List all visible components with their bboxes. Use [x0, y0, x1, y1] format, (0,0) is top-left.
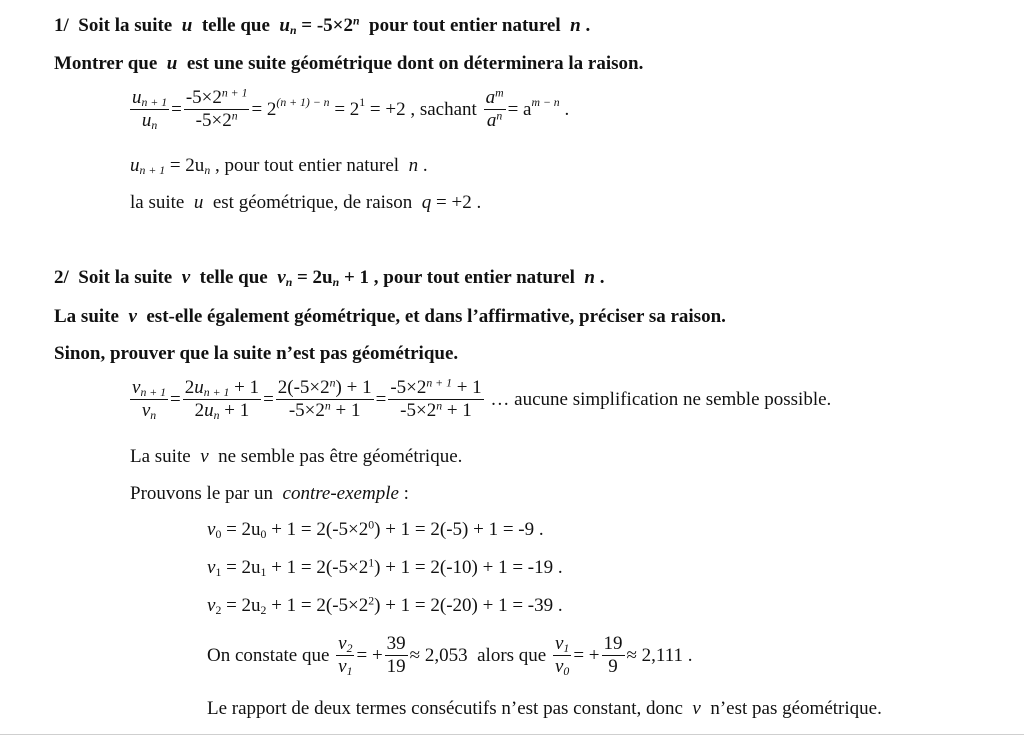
ratio-equation-v: $\frac{v_{n + 1}}{v_n}$ = $\frac{2u_{n + 1} + 1}{2u_n + 1}$ = $\frac{2(-5\times 2^n) + 1}{-5\times 2^n + 1}$ = $\frac{-5\times 2^{n + 1} + 1}{-5\times 2^n + 1}$ … aucune simplification ne semble possible. — [132, 376, 832, 422]
question-2-statement: 2/ Soit la suite v telle que $v_n = 2u_n + 1$ , pour tout entier naturel n . — [54, 267, 605, 289]
v1-computation: $v_1 = 2u_1 + 1 = 2(-5\times 2^1) + 1 = 2(-10) + 1 = -19$ . — [207, 556, 563, 579]
sequence-variable: u — [181, 15, 193, 36]
v0-computation: $v_0 = 2u_0 + 1 = 2(-5\times 2^0) + 1 = 2(-5) + 1 = -9$ . — [207, 518, 544, 541]
counterexample-intro: Prouvons le par un contre-exemple : — [130, 483, 409, 504]
question-number: 2/ — [54, 267, 69, 288]
question-1-statement: 1/ Soit la suite u telle que $u_n = -5\times 2^n$ pour tout entier naturel n . — [54, 14, 591, 37]
ratio-equation-u: $\frac{u_{n + 1}}{u_n}$ = $\frac{-5\times 2^{n + 1}}{-5\times 2^n}$ = 2 (n + 1) − n = 2 1 = +2 , sachant $\frac{a^m}{a^n}$ = a m − n . — [132, 86, 570, 132]
page-bottom-divider — [0, 734, 1024, 735]
u-n-symbol: $u_n$ — [279, 15, 297, 37]
question-2-instruction: La suite v est-elle également géométrique, et dans l’affirmative, préciser sa raison. — [54, 306, 726, 327]
simplification-comment: … aucune simplification ne semble possible. — [490, 388, 832, 410]
v2-computation: $v_2 = 2u_2 + 1 = 2(-5\times 2^2) + 1 = 2(-20) + 1 = -39$ . — [207, 594, 563, 617]
ratio-comparison: On constate que $\frac{v_2}{v_1}$ = + $\frac{39}{19}$ ≈ 2,053 alors que $\frac{v_1}{v_0}$ = + $\frac{19}{9}$ ≈ 2,111 . — [207, 633, 693, 678]
recurrence-relation: $u_{n + 1} = 2u_n$ , pour tout entier naturel n . — [130, 155, 428, 177]
question-1-instruction: Montrer que u est une suite géométrique dont on déterminera la raison. — [54, 53, 644, 74]
fraction-expanded: $\frac{-5\times 2^{n + 1}}{-5\times 2^n}$ — [185, 86, 248, 131]
question-number: 1/ — [54, 15, 69, 36]
conclusion-1: la suite u est géométrique, de raison q = +2 . — [130, 192, 482, 213]
final-conclusion: Le rapport de deux termes consécutifs n’est pas constant, donc v n’est pas géométrique. — [207, 698, 882, 719]
observation-line: La suite v ne semble pas être géométrique. — [130, 446, 463, 467]
fraction-power-rule: $\frac{a^m}{a^n}$ — [485, 86, 504, 131]
question-2-alternative: Sinon, prouver que la suite n’est pas géométrique. — [54, 343, 459, 364]
fraction-un1-un: $\frac{u_{n + 1}}{u_n}$ — [132, 87, 168, 132]
